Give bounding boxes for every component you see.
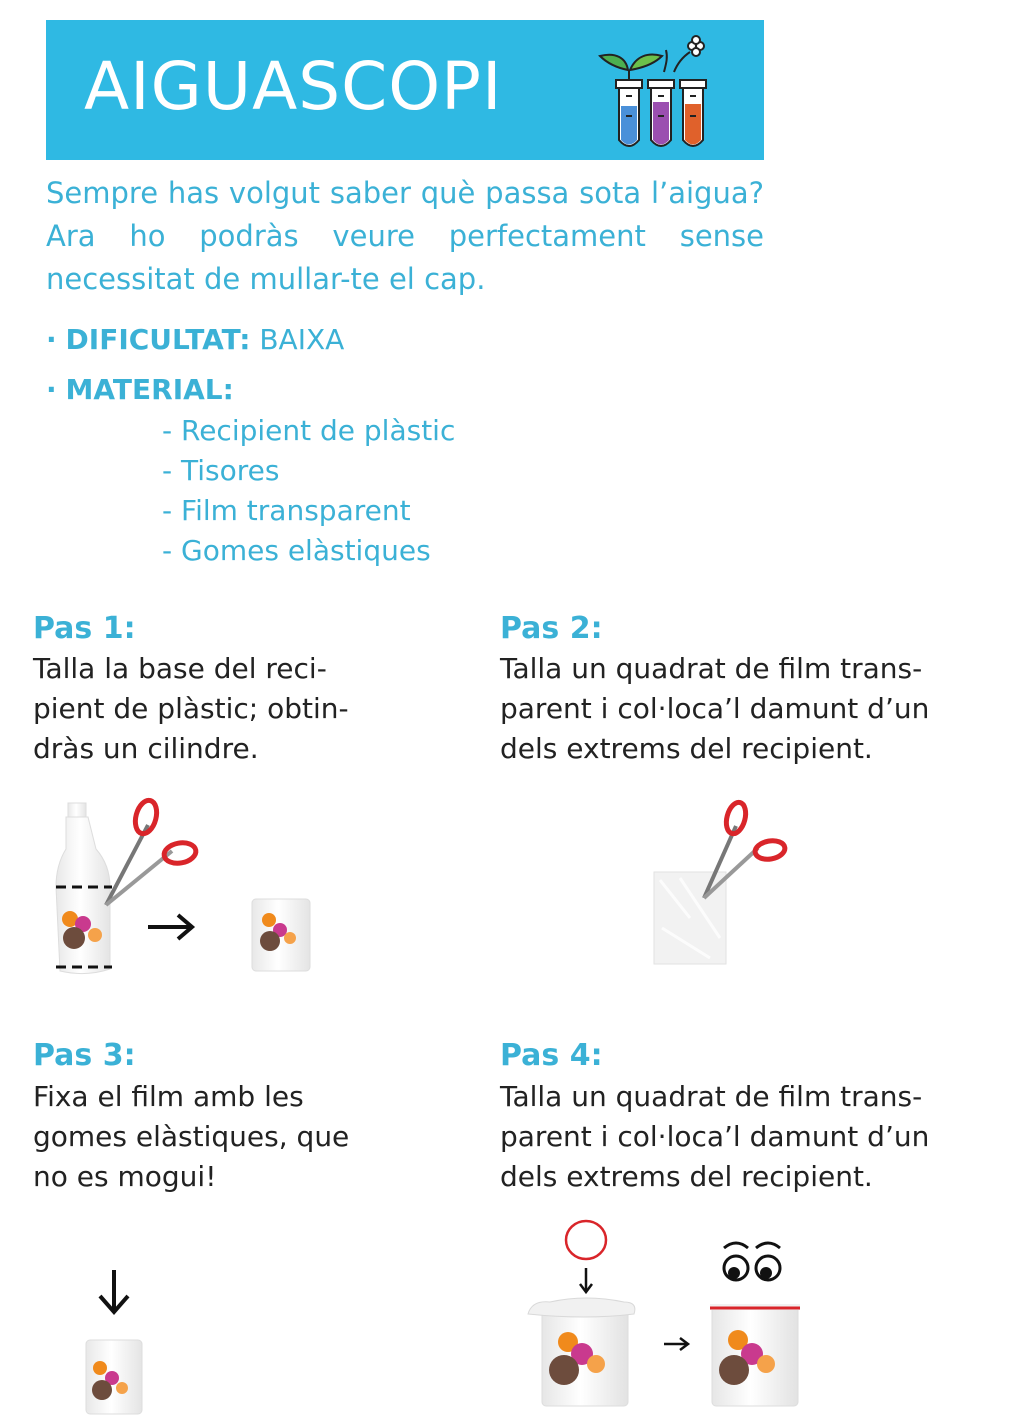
material-label: MATERIAL: — [65, 373, 234, 406]
difficulty-label: DIFICULTAT: — [65, 323, 251, 356]
step-text-line: parent i col·loca’l damunt d’un — [500, 692, 930, 725]
step-4-text — [500, 1077, 929, 1197]
test-tubes-icon — [586, 30, 716, 150]
material-item: - Recipient de plàstic — [162, 414, 456, 447]
material-list — [162, 414, 455, 574]
step-3-illustration — [80, 1266, 150, 1418]
cylinder-icon — [86, 1340, 142, 1414]
step-4-illustration — [520, 1218, 810, 1414]
step-2-text — [500, 649, 929, 769]
step-text-line: dels extrems del recipient. — [500, 1160, 873, 1193]
eyes-icon — [724, 1243, 780, 1280]
header-banner — [46, 20, 764, 160]
step-text-line: dels extrems del recipient. — [500, 732, 873, 765]
rubber-band-icon — [566, 1221, 606, 1259]
step-text-line: dràs un cilindre. — [33, 732, 259, 765]
difficulty-row — [46, 323, 345, 356]
step-text-line: Talla un quadrat de film trans- — [500, 1080, 923, 1113]
material-row — [46, 373, 234, 406]
step-text-line: pient de plàstic; obtin- — [33, 692, 349, 725]
difficulty-bullet: · — [46, 323, 57, 356]
sealed-cylinder-icon — [710, 1304, 800, 1406]
step-text-line: parent i col·loca’l damunt d’un — [500, 1120, 930, 1153]
step-text-line: Talla un quadrat de film trans- — [500, 652, 923, 685]
step-text-line: gomes elàstiques, que — [33, 1120, 350, 1153]
difficulty-value: BAIXA — [259, 323, 345, 356]
step-1-text — [33, 649, 349, 769]
material-item: - Gomes elàstiques — [162, 534, 431, 567]
arrow-down-icon — [580, 1268, 592, 1292]
step-3-title: Pas 3: — [33, 1038, 136, 1073]
step-text-line: no es mogui! — [33, 1160, 217, 1193]
material-bullet: · — [46, 373, 57, 406]
cylinder-icon — [252, 899, 310, 971]
arrow-down-icon — [100, 1270, 128, 1312]
material-item: - Tisores — [162, 454, 280, 487]
step-text-line: Talla la base del reci- — [33, 652, 327, 685]
step-1-illustration — [40, 795, 330, 985]
step-3-text — [33, 1077, 349, 1197]
arrow-right-icon — [148, 915, 192, 939]
scissors-icon — [106, 798, 197, 905]
step-4-title: Pas 4: — [500, 1038, 603, 1073]
step-2-illustration — [650, 798, 800, 970]
arrow-right-icon — [664, 1338, 688, 1350]
intro-text: Sempre has volgut saber què passa sota l’aigua? Ara ho podràs veure perfectament sense necessitat de mullar-te el cap. — [46, 176, 764, 296]
step-2-title: Pas 2: — [500, 611, 603, 646]
material-item: - Film transparent — [162, 494, 411, 527]
step-1-title: Pas 1: — [33, 611, 136, 646]
step-text-line: Fixa el film amb les — [33, 1080, 304, 1113]
bottle-icon — [56, 803, 112, 974]
page-title: AIGUASCOPI — [84, 48, 503, 125]
covered-cylinder-icon — [528, 1298, 635, 1406]
